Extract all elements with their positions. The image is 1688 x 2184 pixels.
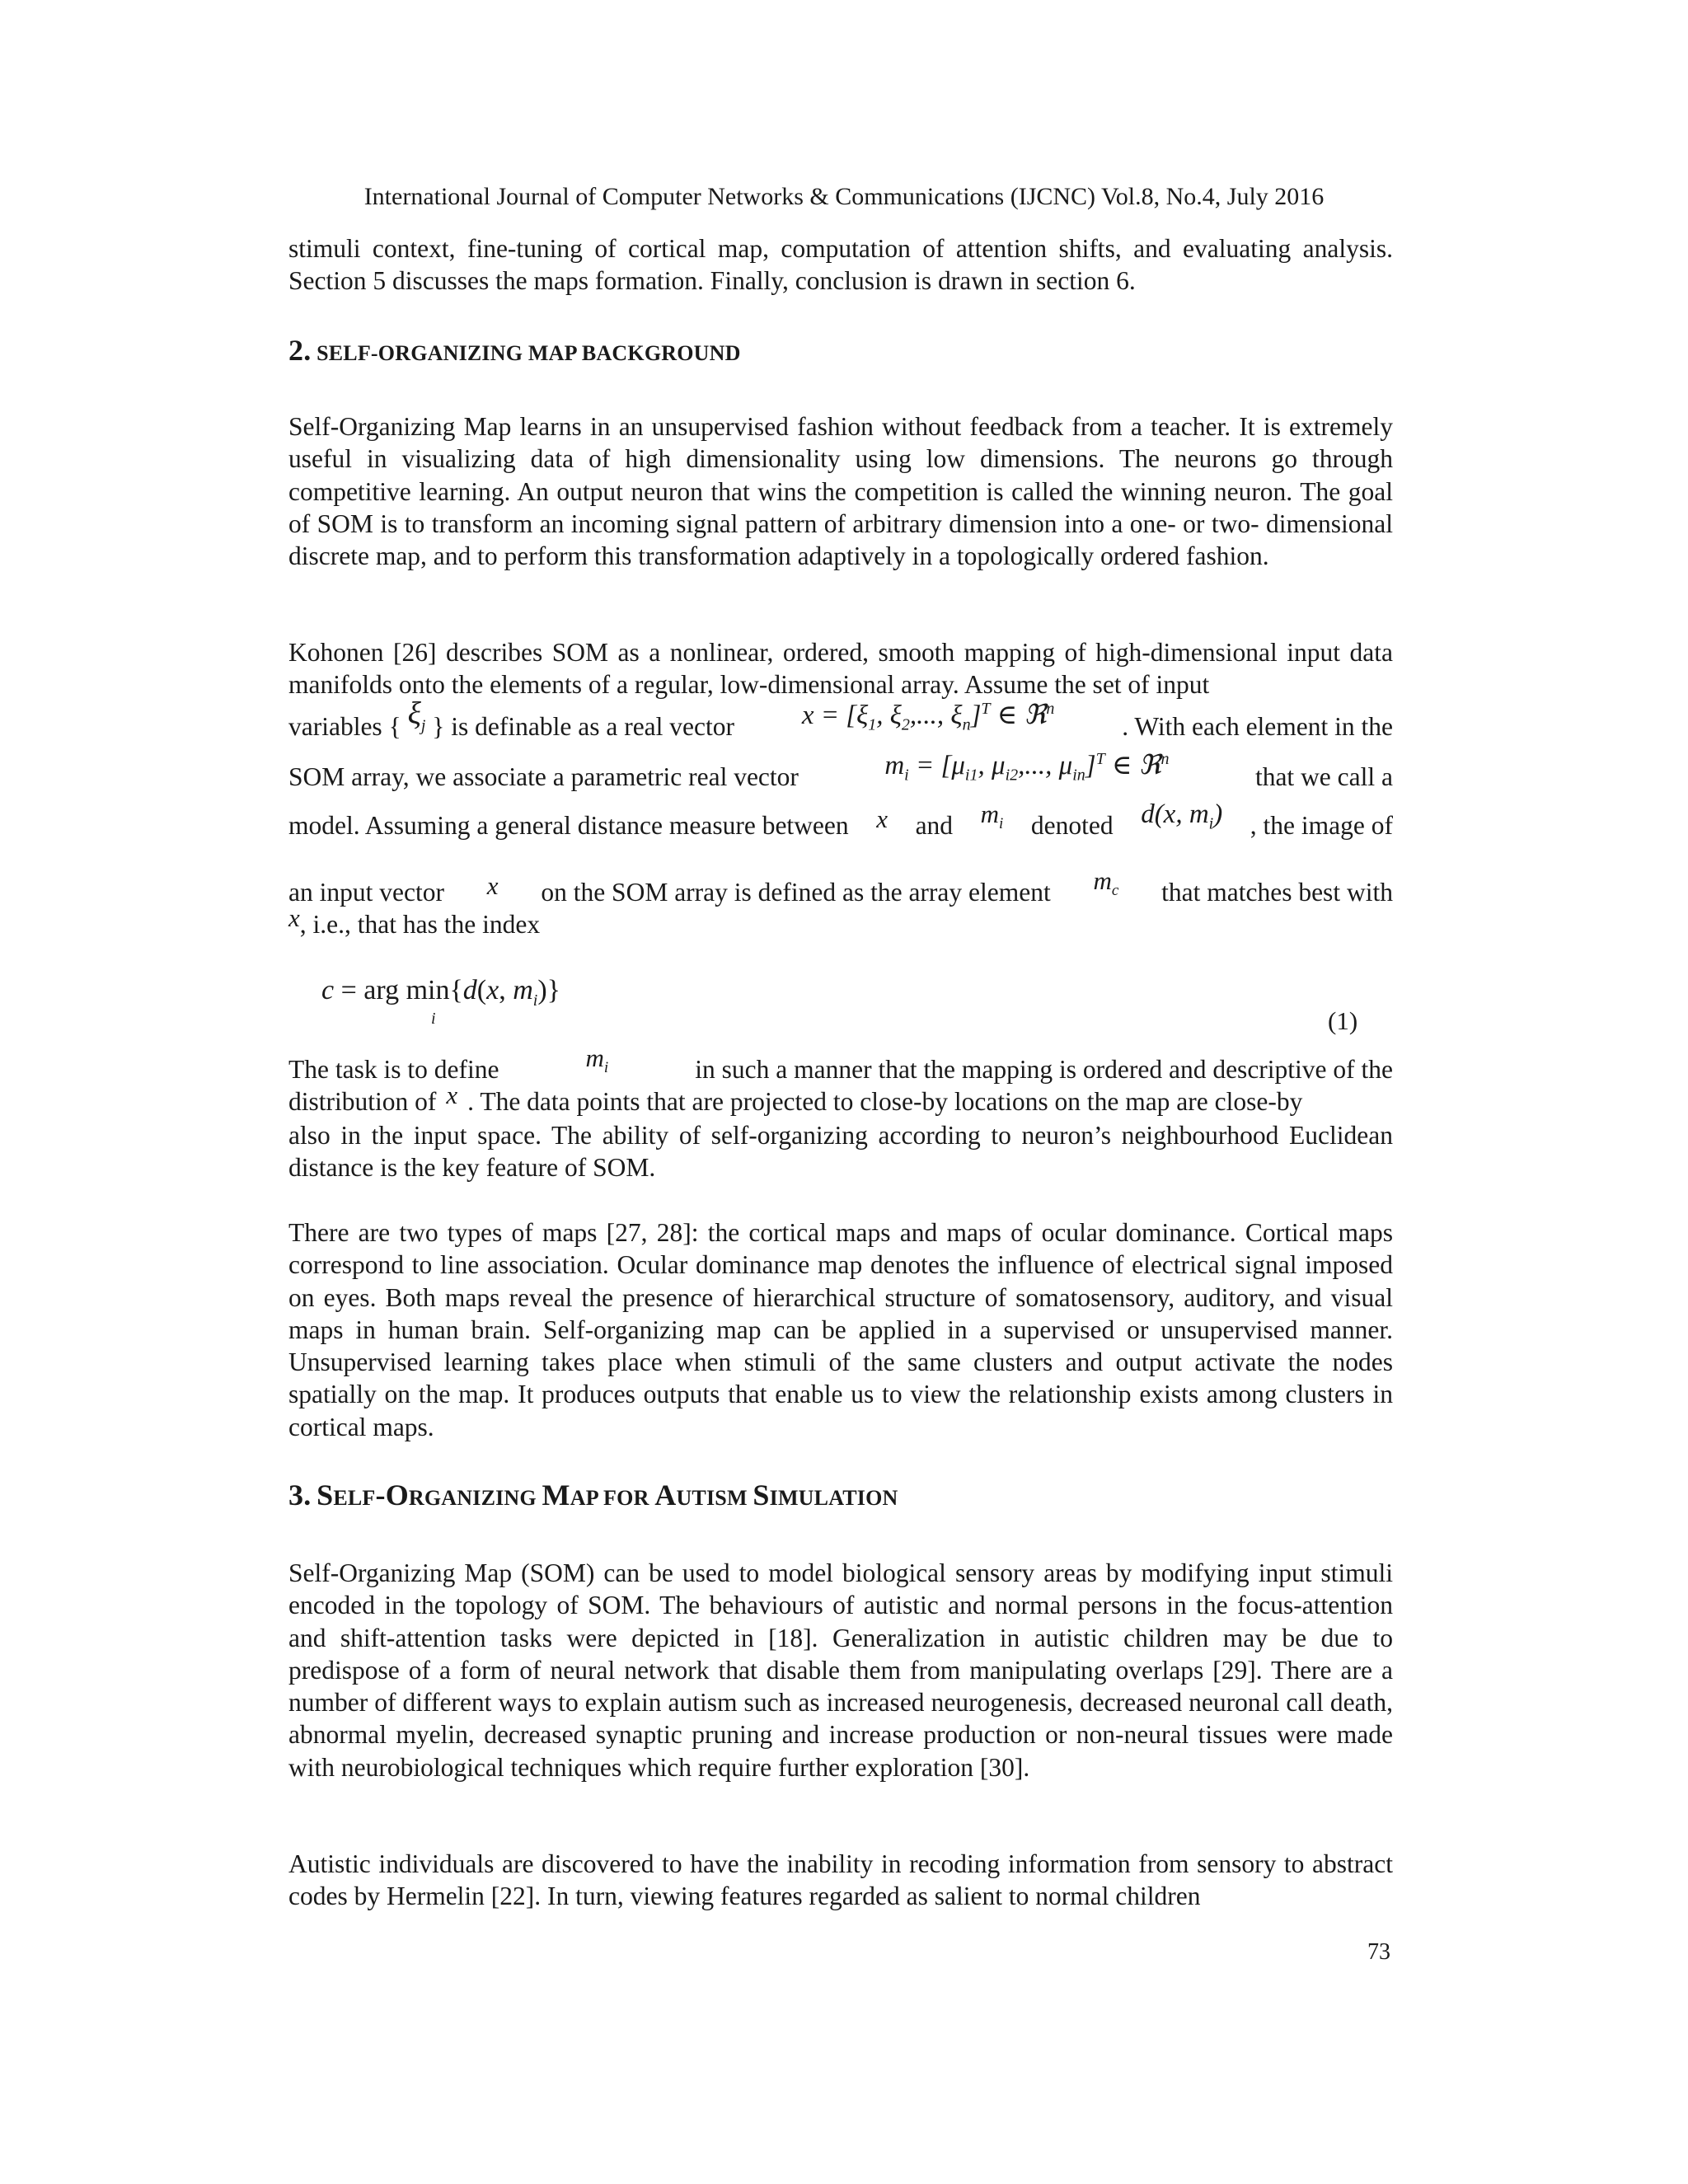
task-line-1: The task is to define $m_i$ in such a manner that the mapping is ordered and descriptive of the — [288, 1043, 1393, 1084]
section-2-paragraph-4: There are two types of maps [27, 28]: the cortical maps and maps of ocular dominance. Cortical maps correspond to line association. Ocular dominance map denotes the influence of electrical signal imposed on eyes. Both maps reveal the presence of hierarchical structure of somatosensory, auditory, and visual maps in human brain. Self-organizing map can be applied in a supervised or unsupervised manner. Unsupervised learning takes place when stimuli of the same clusters and output activate the nodes spatially on the map. It produces outputs that enable us to view the relationship exists among clusters in cortical maps. — [288, 1218, 1393, 1441]
m-i-symbol: $m_i$ — [980, 799, 1004, 833]
section-2-number: 2. — [288, 334, 312, 367]
section-2-paragraph-2-intro: Kohonen [26] describes SOM as a nonlinear, ordered, smooth mapping of high-dimensional input data manifolds onto the elements of a regular, low-dimensional array. Assume the set of input — [288, 638, 1393, 700]
x-symbol: x — [288, 903, 300, 932]
section-2-heading — [288, 333, 741, 368]
equation-1-number: (1) — [1328, 1006, 1358, 1035]
equation-1: c = arg min{d(x, $m_i$)} i — [321, 975, 560, 1028]
som-array-line-start: SOM array, we associate a parametric real vector — [288, 762, 799, 791]
vector-x-formula: $x = [\xi_1$, $\xi_2$,..., $\xi_n]^T$ ∈ ℜ$^n$ — [801, 700, 1055, 734]
section-3-heading — [288, 1478, 898, 1512]
journal-header: International Journal of Computer Networks & Communications (IJCNC) Vol.8, No.4, July 2016 — [363, 183, 1325, 210]
som-array-line — [288, 750, 1393, 797]
variables-line-end: . With each element in the — [1122, 712, 1393, 741]
section-3-title: SELF-ORGANIZING MAP FOR AUTISM SIMULATION — [316, 1479, 898, 1511]
model-vector-formula: $m_i = [\mu_{i1}$, $\mu_{i2}$,..., $\mu_{in}]^T$ ∈ ℜ$^n$ — [884, 750, 1170, 785]
section-2-paragraph-3-rest: also in the input space. The ability of self-organizing according to neuron’s neighbourhood Euclidean distance is the key feature of SOM. — [288, 1121, 1393, 1183]
intro-paragraph: stimuli context, fine-tuning of cortical map, computation of attention shifts, and evaluating analysis. Section 5 discusses the maps formation. Finally, conclusion is drawn in section 6. — [288, 234, 1393, 296]
distance-formula: d(x, $m_i$) — [1141, 799, 1223, 833]
x-symbol: x — [876, 804, 888, 833]
section-2-paragraph-1: Self-Organizing Map learns in an unsupervised fashion without feedback from a teacher. It is extremely useful in visualizing data of high dimensionality using low dimensions. The neurons go through competitive learning. An output neuron that wins the competition is called the winning neuron. The goal of SOM is to transform an incoming signal pattern of arbitrary dimension into a one- or two- dimensional discrete map, and to perform this transformation adaptively in a topologically ordered fashion. — [288, 412, 1393, 571]
variables-line — [288, 696, 1393, 748]
model-line: model. Assuming a general distance measure between x and $m_i$ denoted d(x, $m_i$) , the image of — [288, 799, 1393, 840]
page-number: 73 — [1367, 1939, 1390, 1965]
index-line: x , i.e., that has the index — [288, 903, 541, 939]
m-c-symbol: $m_c$ — [1093, 866, 1119, 900]
som-array-line-end: that we call a — [1254, 762, 1393, 791]
section-3-paragraph-1: Self-Organizing Map (SOM) can be used to model biological sensory areas by modifying input stimuli encoded in the topology of SOM. The behaviours of autistic and normal persons in the focus-attention and shift-attention tasks were depicted in [18]. Generalization in autistic children may be due to predispose of a form of neural network that disable them from manipulating overlaps [29]. There are a number of different ways to explain autism such as increased neurogenesis, decreased neuronal call death, abnormal myelin, decreased synaptic pruning and increase production or non-neural tissues were made with neurobiological techniques which require further exploration [30]. — [288, 1558, 1393, 1782]
section-3-number: 3. — [288, 1479, 312, 1511]
variables-line-start: variables { $\xi_j$ } is definable as a real vector — [288, 696, 734, 741]
xi-j-symbol: $\xi_j$ — [407, 696, 426, 735]
section-3-paragraph-2: Autistic individuals are discovered to have the inability in recoding information from sensory to abstract codes by Hermelin [22]. In turn, viewing features regarded as salient to normal children — [288, 1849, 1393, 1911]
input-vector-line: an input vector x on the SOM array is defined as the array element $m_c$ that matches best with — [288, 866, 1393, 907]
x-symbol: x — [446, 1080, 458, 1109]
section-2-title: SELF-ORGANIZING MAP BACKGROUND — [316, 341, 741, 365]
m-i-symbol: $m_i$ — [585, 1043, 609, 1077]
x-symbol: x — [486, 871, 499, 900]
task-line-2: distribution of x . The data points that are projected to close-by locations on the map are close-by — [288, 1080, 1303, 1116]
